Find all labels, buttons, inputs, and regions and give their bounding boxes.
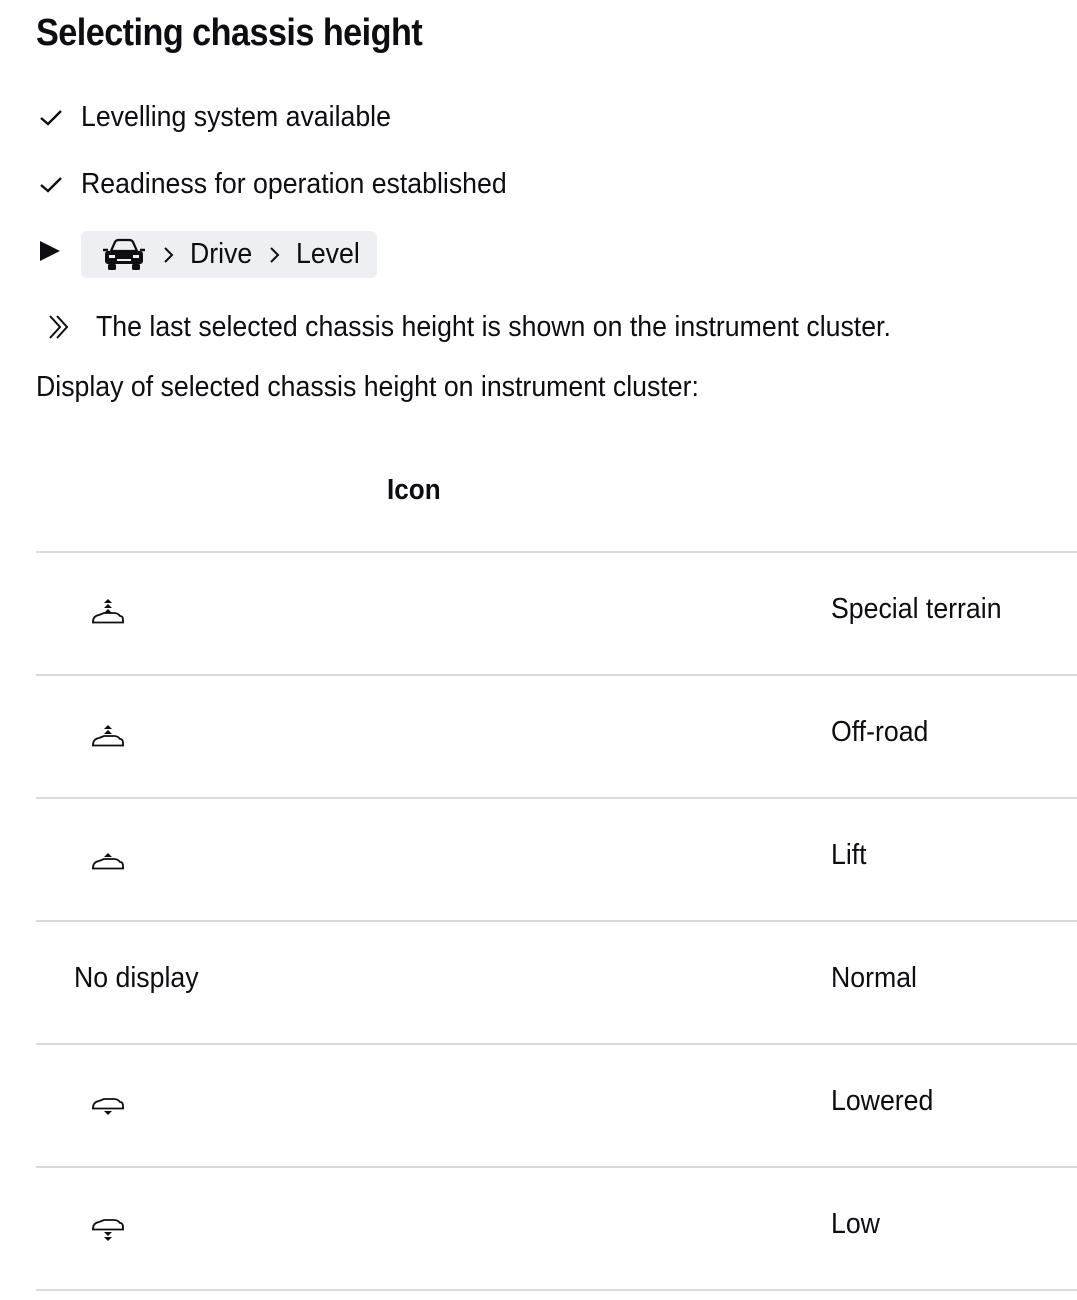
mode-label: Off-road (831, 716, 929, 748)
page-title: Selecting chassis height (36, 12, 423, 54)
table-header-icon: Icon (387, 474, 441, 506)
mode-label: Lift (831, 839, 867, 871)
car-raised-one-arrow-icon (90, 843, 126, 875)
table-row (36, 676, 1077, 797)
table-row (36, 1168, 1077, 1289)
requirement-text: Levelling system available (81, 100, 391, 133)
checkmark-icon (38, 105, 64, 129)
table-row (36, 799, 1077, 920)
result-text: The last selected chassis height is shown on the instrument cluster. (96, 310, 891, 343)
instruction-step (38, 232, 62, 278)
breadcrumb-item-drive[interactable]: Drive (190, 238, 253, 270)
mode-label: Low (831, 1208, 880, 1240)
car-raised-two-arrows-icon (90, 720, 126, 752)
breadcrumb[interactable] (81, 231, 377, 278)
car-front-icon (102, 238, 146, 272)
car-raised-three-arrows-icon (90, 597, 126, 629)
requirement-text: Readiness for operation established (81, 167, 507, 200)
chevron-right-icon (162, 245, 176, 265)
table-caption: Display of selected chassis height on instrument cluster: (36, 371, 699, 403)
table-row (36, 922, 1077, 1043)
mode-label: Lowered (831, 1085, 934, 1117)
requirement-item (38, 97, 418, 137)
table-row (36, 553, 1077, 674)
result-item (46, 306, 960, 348)
double-chevron-right-icon (46, 313, 72, 341)
checkmark-icon (38, 172, 64, 196)
play-arrow-icon (38, 239, 62, 263)
table-divider (36, 1289, 1077, 1291)
mode-label: Special terrain (831, 593, 1002, 625)
requirement-item (38, 164, 544, 204)
breadcrumb-item-level[interactable]: Level (295, 238, 360, 270)
no-display-text: No display (74, 962, 199, 994)
car-lowered-one-arrow-icon (90, 1089, 126, 1121)
car-lowered-two-arrows-icon (90, 1212, 126, 1244)
table-row (36, 1045, 1077, 1166)
mode-label: Normal (831, 962, 917, 994)
chevron-right-icon (268, 245, 282, 265)
